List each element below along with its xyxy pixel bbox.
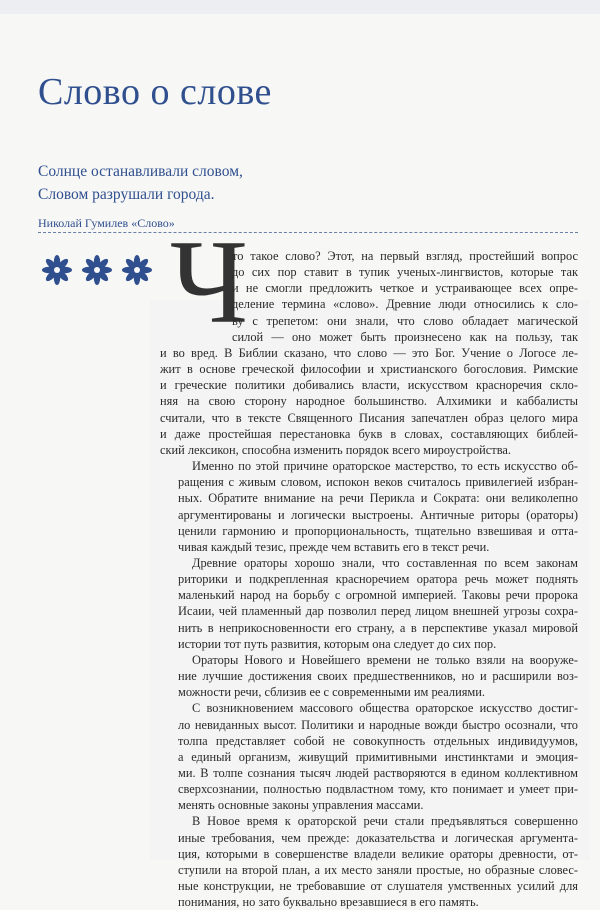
background-strip <box>0 0 600 14</box>
drop-cap: Ч <box>170 215 248 348</box>
text-line: нить в неприкосновенности его страну, а в перспективе указал мировой <box>178 620 578 635</box>
text-line: ция, которыми в совершенстве владели великие ораторы древности, от- <box>178 846 578 861</box>
text-line: ные конструкции, не требовавшие от слушателя умственных усилий для <box>178 879 578 894</box>
epigraph-line: Словом разрушали города. <box>38 186 215 203</box>
paragraph <box>160 700 578 813</box>
text-line: няя на свою сторону народное большинство. Алхимики и каббалисты <box>160 394 578 409</box>
text-line: менять основные законы управления массами. <box>178 798 424 813</box>
paragraph <box>160 458 578 555</box>
text-line: Именно по этой причине ораторское мастерство, то есть искусство об- <box>192 459 578 474</box>
dashed-divider <box>38 232 578 233</box>
text-line: ращения с живым словом, испокон веков считалось привилегией избран- <box>178 475 578 490</box>
text-line: Древние ораторы хорошо знали, что составленная по всем законам <box>192 555 578 570</box>
flower-icon <box>42 255 72 285</box>
text-line: аргументированы и логически выстроены. Античные риторы (ораторы) <box>178 507 578 522</box>
text-line: понимания, но зато буквально врезавшиеся в его память. <box>178 895 479 910</box>
text-line: силой — оно может быть произнесено как на пользу, так <box>232 329 578 344</box>
text-line: истории тот путь развития, которым она следует до сих пор. <box>178 636 497 651</box>
text-line: ценили гармонию и пропорциональность, тщательно взвешивая и отта- <box>178 523 578 538</box>
text-line: и даже простейшая перестановка букв в словах, составляющих библей- <box>160 426 578 441</box>
flower-icon <box>122 255 152 285</box>
text-line: ние лучшие достижения своих предшественников, но и расширили воз- <box>178 669 578 684</box>
text-line: Исаии, чей пламенный дар позволил перед лицом внешней угрозы сохра- <box>178 604 578 619</box>
three-flower-ornament-icon <box>40 254 155 286</box>
text-line: С возникновением массового общества ораторское искусство достиг- <box>192 701 578 716</box>
epigraph-line: Солнце останавливали словом, <box>38 163 243 180</box>
text-line: В Новое время к ораторской речи стали предъявляться совершенно <box>192 814 578 829</box>
text-line: Ораторы Нового и Новейшего времени не только взяли на вооруже- <box>192 652 578 667</box>
text-line: а единый организм, живущий примитивными инстинктами и эмоция- <box>178 749 578 764</box>
text-line: и греческие политики добивались власти, искусством красноречия скло- <box>160 378 578 393</box>
text-line: ступили на второй план, а их место заняли простые, но образные словес- <box>178 862 578 877</box>
text-line: то такое слово? Этот, на первый взгляд, простейший вопрос <box>232 249 578 263</box>
text-line: и во вред. В Библии сказано, что слово — это Бог. Учение о Логосе ле- <box>160 345 578 360</box>
text-line: и не смогли предложить четкое и устраивающее всех опре- <box>232 281 578 296</box>
flower-icon <box>82 255 112 285</box>
text-line: считали, что в тексте Священного Писания запечатлен образ целого мира <box>160 410 578 425</box>
text-line: ло невиданных высот. Политики и народные вожди быстро осознали, что <box>178 717 578 732</box>
text-line: риторики и подкрепленная красноречием оратора речь может поднять <box>178 572 578 587</box>
text-line: чивая каждый тезис, прежде чем вставить его в текст речи. <box>178 539 490 554</box>
text-line: ных. Обратите внимание на речи Перикла и Сократа: они великолепно <box>178 491 578 506</box>
text-line: ский лексикон, способна изменить порядок всего мироустройства. <box>160 442 511 457</box>
text-line: сверхсознании, полностью подвластном тому, кто понимает и умеет при- <box>178 782 578 797</box>
paragraph <box>160 555 578 652</box>
text-line: деление термина «слово». Древние люди относились к сло- <box>232 297 578 312</box>
text-line: ву с трепетом: они знали, что слово обладает магической <box>232 313 578 328</box>
text-line: ми. В толпе сознания тысяч людей растворяются в едином коллективном <box>178 766 578 780</box>
text-line: толпа представляет собой не совокупность отдельных индивидуумов, <box>178 733 578 748</box>
article-body <box>160 248 578 910</box>
text-line: до сих пор ставит в тупик ученых-лингвистов, которые так <box>232 265 578 280</box>
text-line: иные требования, чем прежде: доказательства и логическая аргумента- <box>178 830 578 845</box>
page-title: Слово о слове <box>38 71 272 113</box>
text-line: маленький народ на борьбу с огромной империей. Таковы речи пророка <box>178 588 578 603</box>
epigraph-author: Николай Гумилев «Слово» <box>38 216 175 230</box>
paragraph <box>160 652 578 700</box>
text-line: жит в основе греческой философии и христианского богословия. Римские <box>160 362 578 377</box>
paragraph <box>160 813 578 910</box>
text-line: можности речи, сблизив ее с современными им реалиями. <box>178 685 485 700</box>
paragraph <box>160 248 578 458</box>
